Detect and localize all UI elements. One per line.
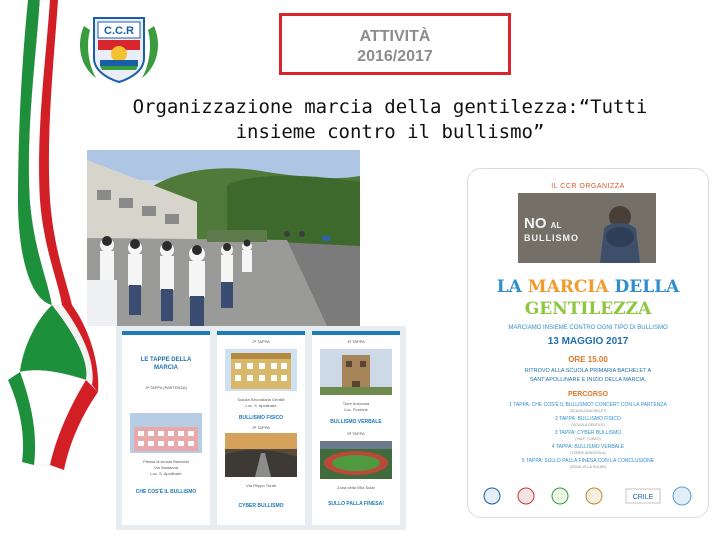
poster-tappa-3: 3 TAPPA: CYBER BULLISMO (554, 430, 622, 436)
stage-panel-title-line-1: LE TAPPE DELLA (140, 357, 192, 363)
poster-no-al: AL (550, 221, 562, 230)
stage-4-label: 4ª TAPPA (347, 339, 365, 344)
sponsor-logo-text: CRILE (632, 494, 654, 501)
title-box (279, 13, 511, 75)
stage-1-place-line-2: Via Santanna (154, 465, 178, 470)
poster-title-la: LA (496, 277, 522, 297)
poster-no: NO (524, 215, 547, 232)
poster-time: ORE 15.00 (568, 355, 608, 364)
poster-tappa-2-sub: (SCUOLA GENTILE) (571, 423, 605, 427)
poster-tappa-1: 1 TAPPA: CHE COS'È IL BULLISMO? CONCERT CON LA PARTENZA (509, 402, 667, 408)
stages-board (116, 326, 406, 530)
ccr-logo (78, 8, 160, 86)
stage-2-place-line-2: Loc. S. Apollinare (245, 403, 277, 408)
event-poster (467, 168, 709, 518)
poster-tappa-4: 4 TAPPA: BULLISMO VERBALE (551, 444, 625, 450)
stage-5-slogan: SULLO PALLA FINESA! (328, 501, 384, 507)
poster-tappa-3-sub: (VIA F. TURATI) (575, 437, 601, 441)
stage-panel-2 (217, 331, 305, 525)
torre-photo (320, 349, 392, 395)
stage-1-place-line-1: Plesso di scuola Bachelet (143, 459, 189, 464)
march-photo (87, 150, 360, 326)
stage-3-place: Via Filippo Turati (246, 483, 276, 488)
poster-organizer: IL CCR ORGANIZZA (551, 183, 625, 190)
poster-bullismo: BULLISMO (524, 233, 579, 243)
via-turati-photo (225, 433, 297, 477)
poster-photo (518, 193, 656, 263)
stage-5-place: Zona della Villa Solar (337, 485, 375, 490)
heading-line-2: insieme contro il bullismo” (235, 121, 545, 143)
title-activity: ATTIVITÀ (359, 28, 431, 45)
poster-tappa-1-sub: (SCUOLA BACHELET) (569, 409, 607, 413)
poster-subtitle: MARCIAMO INSIEME CONTRO OGNI TIPO DI BULLISMO (508, 325, 668, 331)
poster-info-line-2: SANT'APOLLINARE E INIZIO DELLA MARCIA. (529, 377, 647, 383)
poster-title-gentilezza: GENTILEZZA (524, 299, 652, 319)
poster-title-marcia: MARCIA (527, 277, 609, 297)
stage-3-label: 3ª TAPPA (252, 425, 270, 430)
poster-tappa-2: 2 TAPPA: BULLISMO FISICO (555, 416, 621, 422)
stage-4-place-line-1: Torre Ansovola (342, 401, 370, 406)
stage-2-place-line-1: Scuola Secondaria Gentile (237, 397, 285, 402)
poster-percorso: PERCORSO (567, 391, 609, 398)
title-year: 2016/2017 (357, 48, 433, 65)
poster-date: 13 MAGGIO 2017 (547, 336, 629, 347)
poster-tappa-5-sub: (ZONA VILLA SOLAR) (570, 465, 606, 469)
poster-info-line-1: RITROVO ALLA SCUOLA PRIMARIA BACHELET A (524, 368, 652, 374)
stadium-photo (320, 441, 392, 479)
stage-2-slogan: BULLISMO FISICO (238, 415, 284, 421)
stage-3-slogan: CYBER BULLISMO (238, 503, 284, 509)
heading-line-1: Organizzazione marcia della gentilezza:“Tutti (132, 96, 648, 118)
slide-heading (110, 95, 670, 145)
poster-title-della: DELLA (614, 277, 680, 297)
stage-panel-3 (312, 331, 400, 525)
stage-1-place-line-3: Loc. S. Apollinare (150, 471, 182, 476)
stage-panel-1 (122, 331, 210, 525)
poster-tappa-4-sub: (TORRE ANSOVOLA) (570, 451, 606, 455)
school-gentile-photo (225, 349, 297, 391)
stage-2-label: 2ª TAPPA (252, 339, 270, 344)
poster-tappa-5: 5 TAPPA: SULLO PALLA FINESA CON LA CONCLUSIONE (521, 458, 655, 464)
stage-4-place-line-2: Loc. Pontone (344, 407, 368, 412)
stage-1-label: 1ª TAPPA (PARTENZA) (145, 385, 187, 390)
poster-title-line-1 (468, 277, 708, 297)
stage-1-slogan: CHE COS'È IL BULLISMO (135, 489, 197, 495)
sponsor-logos (478, 483, 698, 509)
school-bachelet-photo (130, 413, 202, 453)
stage-panel-title-line-2: MARCIA (154, 365, 178, 371)
stage-5-label: 5ª TAPPA (347, 431, 365, 436)
logo-text: C.C.R (104, 25, 134, 37)
stage-4-slogan: BULLISMO VERBALE (330, 419, 382, 425)
